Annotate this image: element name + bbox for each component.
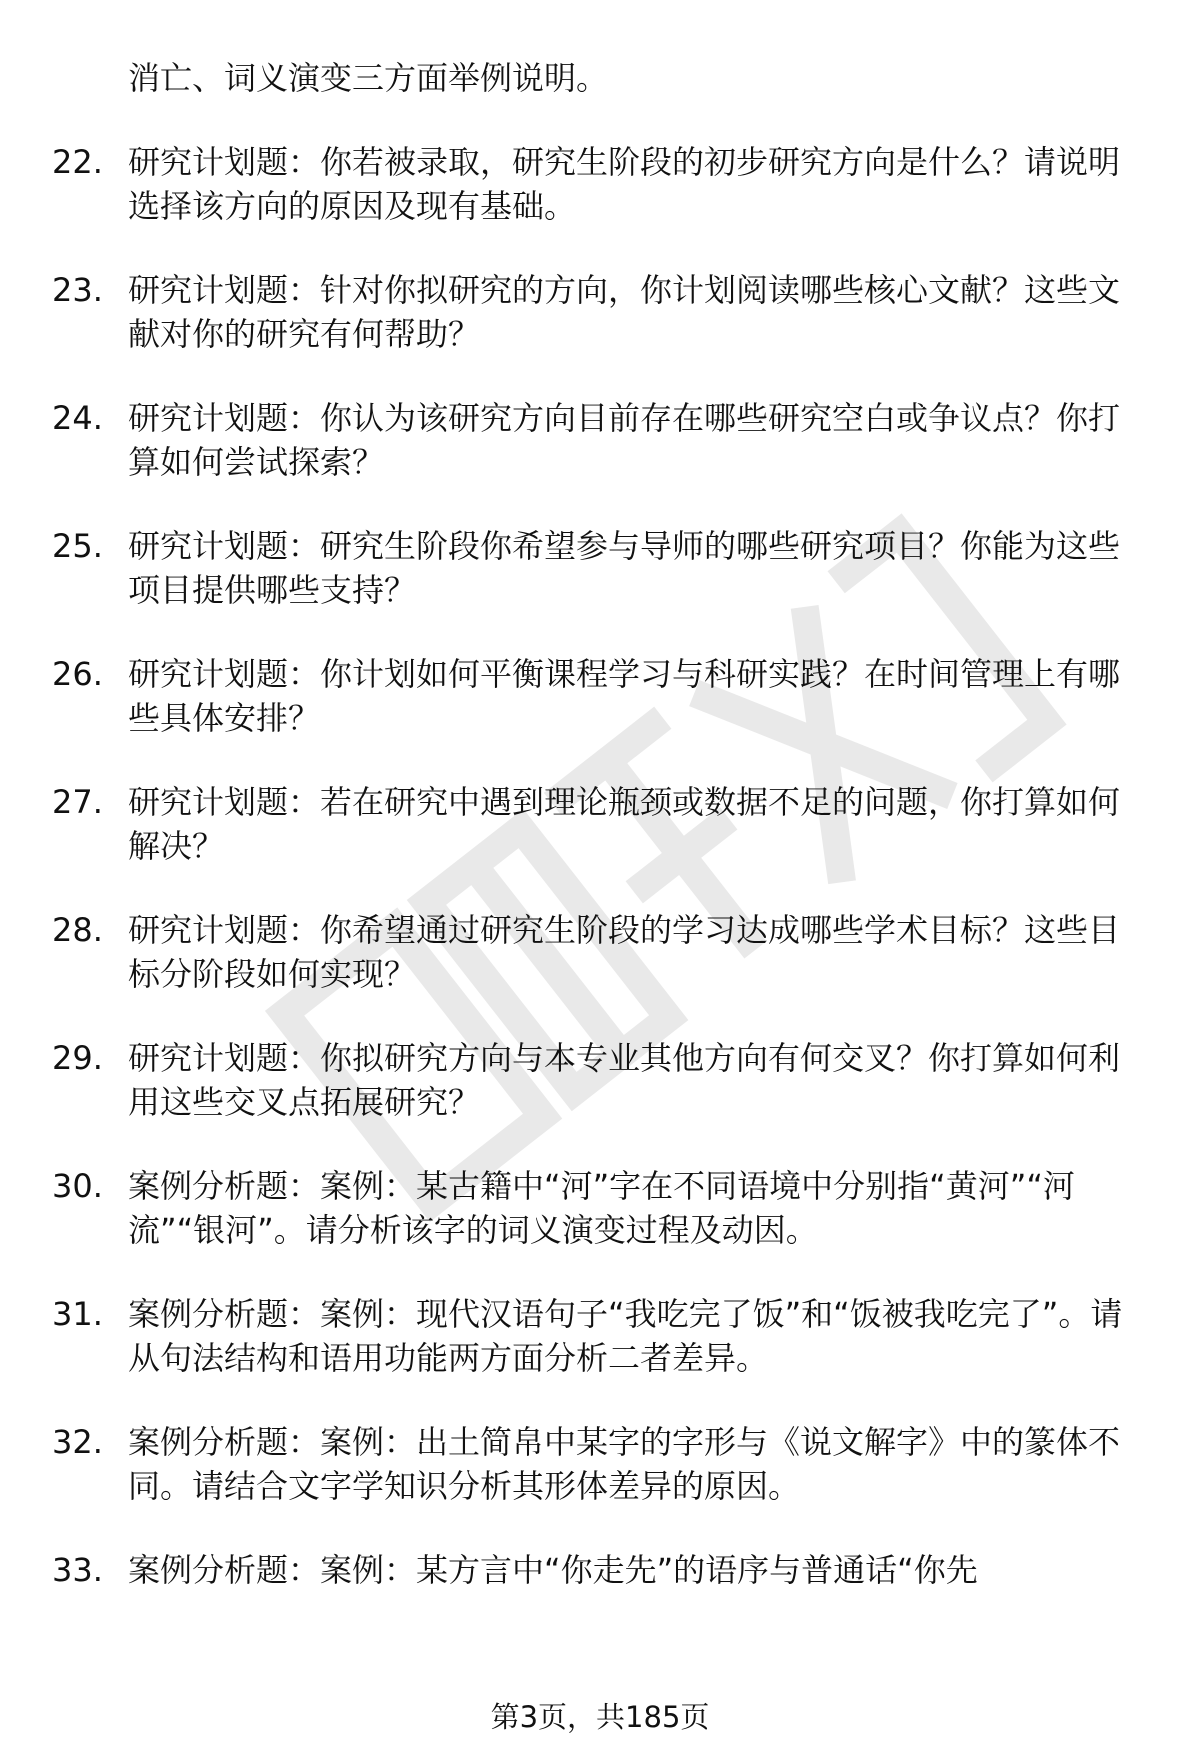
question-text: 研究计划题：研究生阶段你希望参与导师的哪些研究项目？你能为这些项目提供哪些支持？ [128, 527, 1121, 609]
question-number: 23. [52, 271, 103, 309]
question-item [0, 268, 1148, 356]
question-item [0, 1420, 1148, 1508]
page-footer: 第3页，共185页 [490, 1700, 710, 1734]
question-number: 31. [52, 1295, 103, 1333]
question-number: 27. [52, 783, 103, 821]
question-text: 研究计划题：若在研究中遇到理论瓶颈或数据不足的问题，你打算如何解决？ [128, 783, 1121, 865]
question-number: 26. [52, 655, 103, 693]
question-text: 研究计划题：你若被录取，研究生阶段的初步研究方向是什么？请说明选择该方向的原因及现有基础。 [128, 143, 1121, 225]
question-item [0, 1548, 1148, 1592]
question-text: 案例分析题：案例：某方言中“你走先”的语序与普通话“你先 [128, 1551, 978, 1589]
question-item [0, 396, 1148, 484]
question-item [0, 1036, 1148, 1124]
question-number: 25. [52, 527, 103, 565]
question-text: 案例分析题：案例：某古籍中“河”字在不同语境中分别指“黄河”“河流”“银河”。请分析该字的词义演变过程及动因。 [128, 1167, 1075, 1249]
question-text: 案例分析题：案例：出土简帛中某字的字形与《说文解字》中的篆体不同。请结合文字学知识分析其形体差异的原因。 [128, 1423, 1121, 1505]
question-item [0, 524, 1148, 612]
question-item [0, 140, 1148, 228]
question-number: 33. [52, 1551, 103, 1589]
question-text: 研究计划题：你拟研究方向与本专业其他方向有何交叉？你打算如何利用这些交叉点拓展研究？ [128, 1039, 1121, 1121]
question-text: 研究计划题：你计划如何平衡课程学习与科研实践？在时间管理上有哪些具体安排？ [128, 655, 1121, 737]
question-number: 29. [52, 1039, 103, 1077]
question-item [0, 1164, 1148, 1252]
question-number: 24. [52, 399, 103, 437]
question-text: 研究计划题：你认为该研究方向目前存在哪些研究空白或争议点？你打算如何尝试探索？ [128, 399, 1121, 481]
question-list [0, 56, 1200, 1632]
question-text: 研究计划题：你希望通过研究生阶段的学习达成哪些学术目标？这些目标分阶段如何实现？ [128, 911, 1121, 993]
question-item [0, 1292, 1148, 1380]
question-item [0, 780, 1148, 868]
question-number: 32. [52, 1423, 103, 1461]
question-number: 28. [52, 911, 103, 949]
question-text: 案例分析题：案例：现代汉语句子“我吃完了饭”和“饭被我吃完了”。请从句法结构和语用功能两方面分析二者差异。 [128, 1295, 1123, 1377]
question-text: 研究计划题：针对你拟研究的方向，你计划阅读哪些核心文献？这些文献对你的研究有何帮助？ [128, 271, 1121, 353]
question-number: 22. [52, 143, 103, 181]
question-item [0, 652, 1148, 740]
question-number: 30. [52, 1167, 103, 1205]
continuation-text: 消亡、词义演变三方面举例说明。 [128, 59, 609, 97]
question-item [0, 908, 1148, 996]
